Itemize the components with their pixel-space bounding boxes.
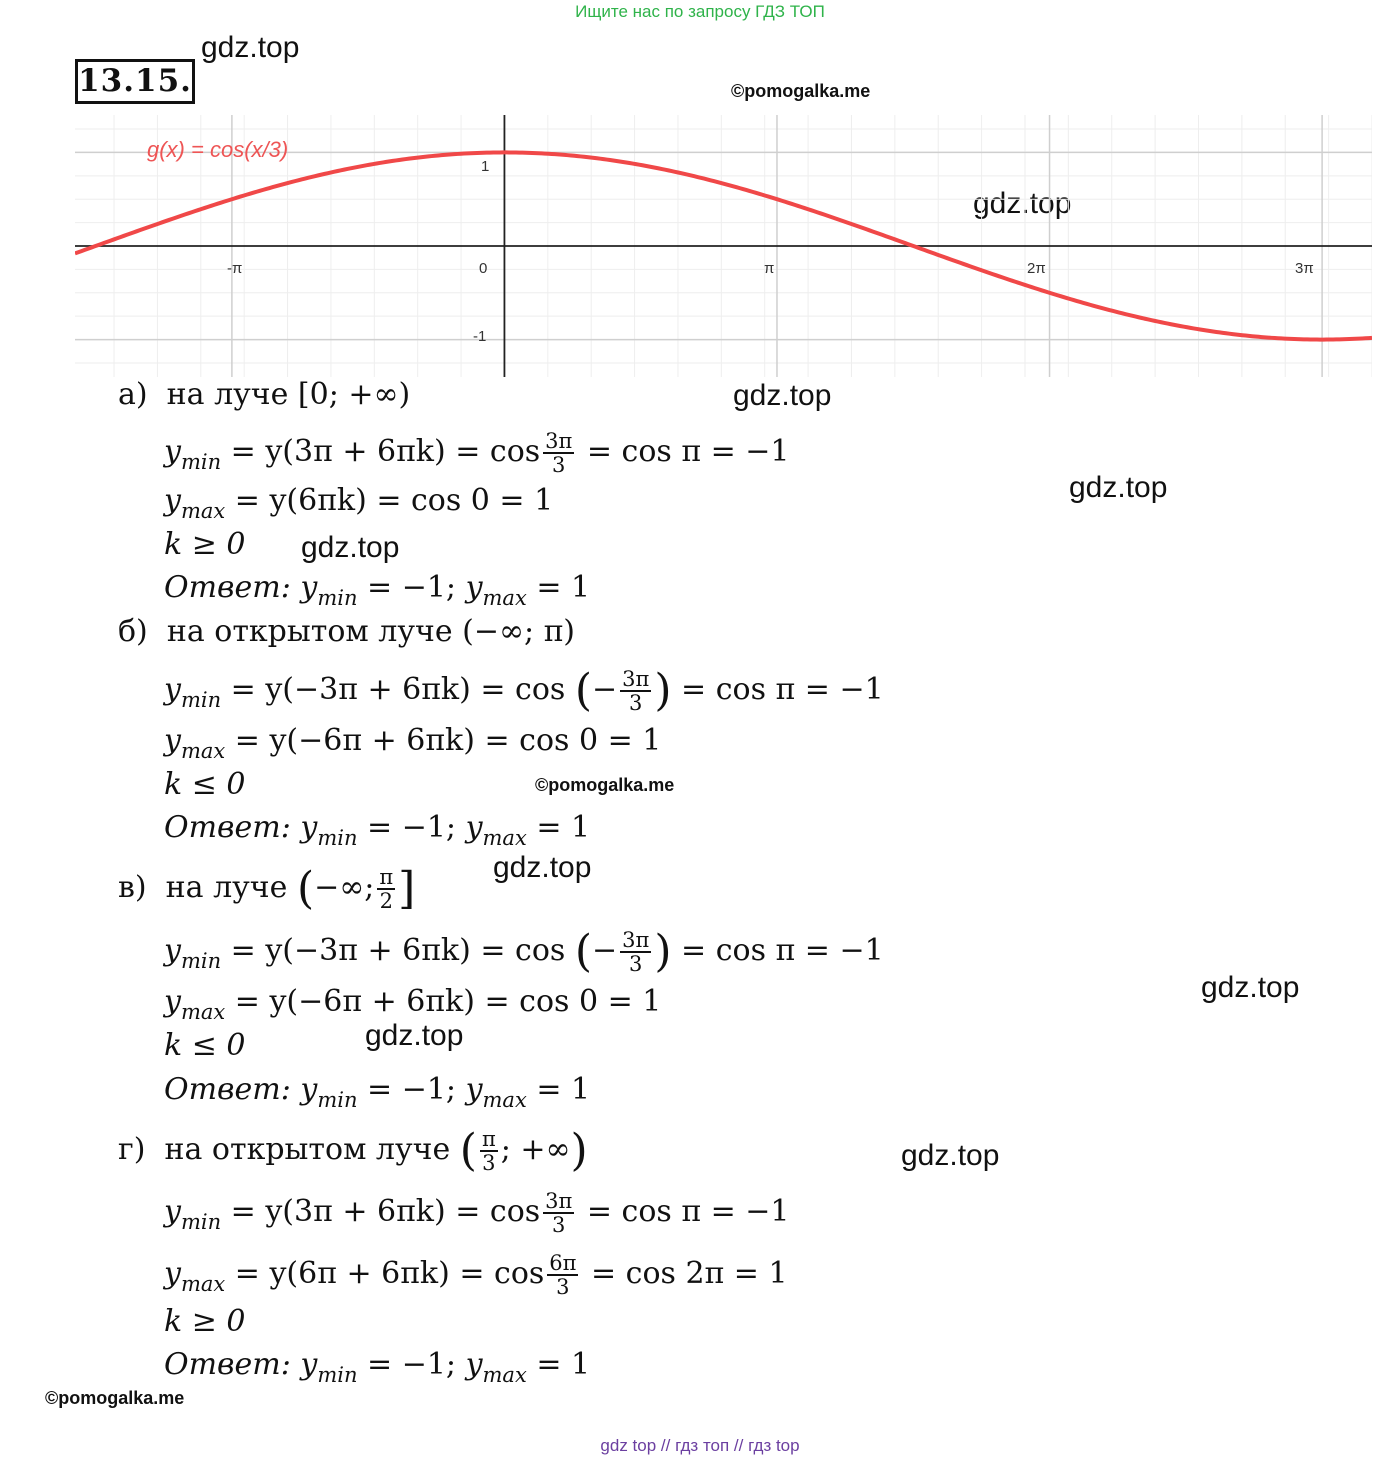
watermark: gdz.top	[301, 531, 400, 564]
top-banner[interactable]: Ищите нас по запросу ГДЗ ТОП	[575, 2, 825, 21]
part-a-ymin: $y_{min} = y(3\pi + 6\pi k) = \cos$ $\frac{3\pi}{3}$ = cos π = −1	[164, 429, 790, 477]
part-g-ymax: $y_{max} = y(6\pi + 6\pi k) = \cos$ $\frac{6\pi}{3}$ = cos 2π = 1	[164, 1251, 788, 1299]
part-b-header	[118, 614, 575, 650]
function-label: g(x) = cos(x/3)	[147, 137, 289, 162]
part-a-header	[118, 377, 410, 413]
part-title: на открытом луче	[164, 1132, 451, 1167]
part-b-ymax: $y_{max} = y(-6\pi + 6\pi k) = \cos 0 = 1$	[164, 723, 662, 763]
part-v-k: k ≤ 0	[164, 1028, 246, 1063]
watermark: gdz.top	[201, 31, 300, 64]
part-g-ymin: $y_{min} = y(3\pi + 6\pi k) = \cos$ $\frac{3\pi}{3}$ = cos π = −1	[164, 1189, 790, 1237]
pomogalka-watermark: ©pomogalka.me	[45, 1388, 185, 1408]
part-a-ymax: $y_{max} = y(6\pi k) = \cos 0 = 1$	[164, 483, 554, 523]
pomogalka-watermark: ©pomogalka.me	[535, 775, 675, 795]
part-label: а)	[118, 377, 148, 412]
part-title: на луче [0; +∞)	[166, 377, 411, 412]
tick-label-pi: π	[764, 260, 775, 277]
x-tick-labels	[227, 260, 1314, 277]
watermark: gdz.top	[493, 851, 592, 884]
part-g-header: г) на открытом луче ( $\frac{\pi}{3}$ ; +∞)	[118, 1125, 588, 1176]
part-label: б)	[118, 614, 148, 649]
tick-label-2pi: 2π	[1027, 260, 1046, 277]
watermark: gdz.top	[1201, 971, 1300, 1004]
part-label: г)	[118, 1132, 146, 1167]
part-v-ymin: $y_{min} = y(-3\pi + 6\pi k) = \cos$ (− $\frac{3\pi}{3}$ ) = cos π = −1	[164, 926, 884, 977]
watermark: gdz.top	[365, 1019, 464, 1052]
part-title: на луче	[165, 870, 288, 905]
watermark: gdz.top	[733, 379, 832, 412]
function-graph	[75, 115, 1372, 377]
part-label: в)	[118, 870, 147, 905]
tick-label-1: 1	[481, 158, 490, 175]
part-v-ymax: $y_{max} = y(-6\pi + 6\pi k) = \cos 0 = 1$	[164, 984, 662, 1024]
tick-label-3pi: 3π	[1295, 260, 1314, 277]
part-g-answer: Ответ: $y_{min} = -1$; $y_{max} = 1$	[164, 1347, 591, 1387]
part-b-answer: Ответ: $y_{min} = -1$; $y_{max} = 1$	[164, 810, 591, 850]
part-v-header: в) на луче (−∞; $\frac{\pi}{2}$ ]	[118, 863, 416, 914]
pomogalka-watermark: ©pomogalka.me	[731, 81, 871, 101]
watermark: gdz.top	[1069, 471, 1168, 504]
part-a-answer: Ответ: $y_{min} = -1$; $y_{max} = 1$	[164, 570, 591, 610]
watermark: gdz.top	[973, 187, 1072, 220]
part-a-k: k ≥ 0	[164, 527, 246, 562]
watermark: gdz.top	[901, 1139, 1000, 1172]
bottom-banner[interactable]: gdz top // гдз топ // гдз top	[600, 1436, 800, 1455]
part-title: на открытом луче (−∞; π)	[166, 614, 576, 649]
part-b-k: k ≤ 0	[164, 767, 246, 802]
part-v-answer: Ответ: $y_{min} = -1$; $y_{max} = 1$	[164, 1072, 591, 1112]
tick-label-zero: 0	[479, 260, 488, 277]
problem-number: 13.15.	[75, 59, 195, 104]
part-b-ymin: $y_{min} = y(-3\pi + 6\pi k) = \cos$ (− $\frac{3\pi}{3}$ ) = cos π = −1	[164, 665, 884, 716]
y-tick-labels	[473, 158, 489, 345]
tick-label-neg-pi: -π	[227, 260, 243, 277]
part-g-k: k ≥ 0	[164, 1304, 246, 1339]
tick-label-neg1: -1	[473, 328, 487, 345]
